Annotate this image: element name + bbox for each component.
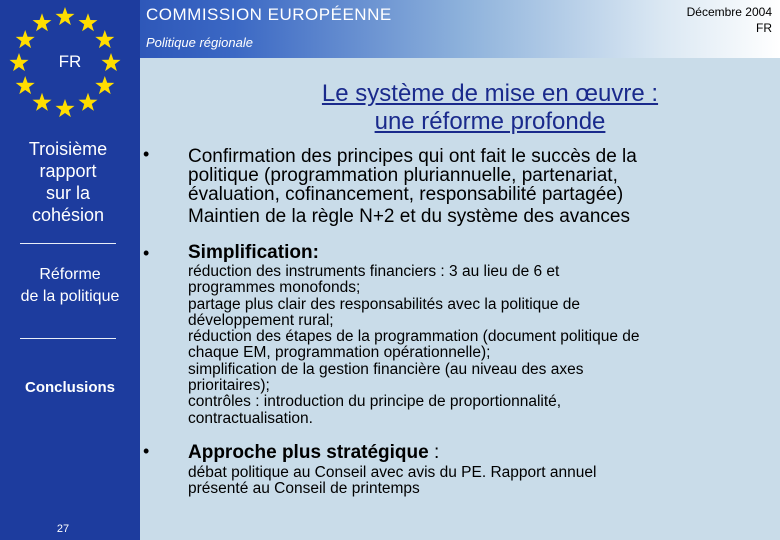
sidebar-item-conclusions[interactable]: Conclusions <box>24 379 115 396</box>
bullet-text-line: Confirmation des principes qui ont fait le succès de la <box>188 146 637 167</box>
detail-line: partage plus clair des responsabilités avec la politique de <box>188 295 581 313</box>
bullet-text-line: politique (programmation pluriannuelle, partenariat, <box>188 165 618 186</box>
bullet-principles <box>188 147 778 226</box>
date-text: Décembre 2004 <box>686 5 772 19</box>
detail-line: programmes monofonds; <box>188 279 361 297</box>
bullet-simplification-details <box>188 264 778 427</box>
commission-name: COMMISSION EUROPÉENNE <box>146 5 392 24</box>
bullet-strategic-details <box>188 465 778 498</box>
sidebar-report-title <box>8 138 128 226</box>
language-code: FR <box>756 21 772 35</box>
sidebar-divider <box>20 243 116 244</box>
bullet-text-line: Maintien de la règle N+2 et du système des avances <box>188 206 631 227</box>
sidebar-item-reform[interactable] <box>10 264 130 308</box>
page-number: 27 <box>56 523 70 535</box>
detail-line: débat politique au Conseil avec avis du PE. Rapport annuel <box>188 464 597 481</box>
header-date <box>687 4 772 36</box>
detail-line: contractualisation. <box>188 409 313 427</box>
bullet-simplification-heading: Simplification: <box>188 242 319 263</box>
detail-line: développement rural; <box>188 311 334 329</box>
strategic-heading-colon: : <box>428 442 440 463</box>
bullet-marker: • <box>143 243 150 263</box>
flag-star-icon <box>56 99 75 117</box>
flag-country-code: FR <box>58 52 82 71</box>
detail-line: réduction des étapes de la programmation (document politique de <box>188 328 640 346</box>
bullet-marker: • <box>143 144 150 164</box>
slide-title <box>200 80 780 136</box>
bullet-strategic-heading <box>188 443 778 462</box>
bullet-text-line: évaluation, cofinancement, responsabilité partagée) <box>188 184 624 205</box>
flag-star-icon <box>95 30 114 48</box>
sidebar-item-label: de la politique <box>20 288 120 305</box>
flag-star-icon <box>79 13 98 31</box>
report-title-line: rapport <box>39 161 97 181</box>
detail-line: simplification de la gestion financière (au niveau des axes <box>188 360 584 378</box>
sidebar <box>0 0 140 540</box>
detail-line: contrôles : introduction du principe de proportionnalité, <box>188 393 562 411</box>
flag-star-icon <box>33 93 52 111</box>
detail-line: présenté au Conseil de printemps <box>188 480 420 498</box>
report-title-line: sur la <box>45 183 90 203</box>
strategic-heading-bold: Approche plus stratégique <box>188 442 429 463</box>
detail-line: prioritaires); <box>188 377 270 395</box>
report-title-line: cohésion <box>31 205 105 225</box>
flag-star-icon <box>16 30 35 48</box>
flag-star-icon <box>95 76 114 94</box>
detail-line: réduction des instruments financiers : 3 au lieu de 6 et <box>188 263 560 280</box>
flag-star-icon <box>56 7 75 25</box>
detail-line: chaque EM, programmation opérationnelle); <box>188 344 491 362</box>
title-line: une réforme profonde <box>374 108 606 135</box>
flag-star-icon <box>79 93 98 111</box>
header-subtitle: Politique régionale <box>146 35 253 50</box>
title-line: Le système de mise en œuvre : <box>321 80 659 107</box>
report-title-line: Troisième <box>28 139 108 159</box>
sidebar-divider <box>20 338 116 339</box>
flag-star-icon <box>16 76 35 94</box>
bullet-marker: • <box>143 441 150 461</box>
sidebar-item-label: Réforme <box>39 266 101 283</box>
flag-star-icon <box>33 13 52 31</box>
